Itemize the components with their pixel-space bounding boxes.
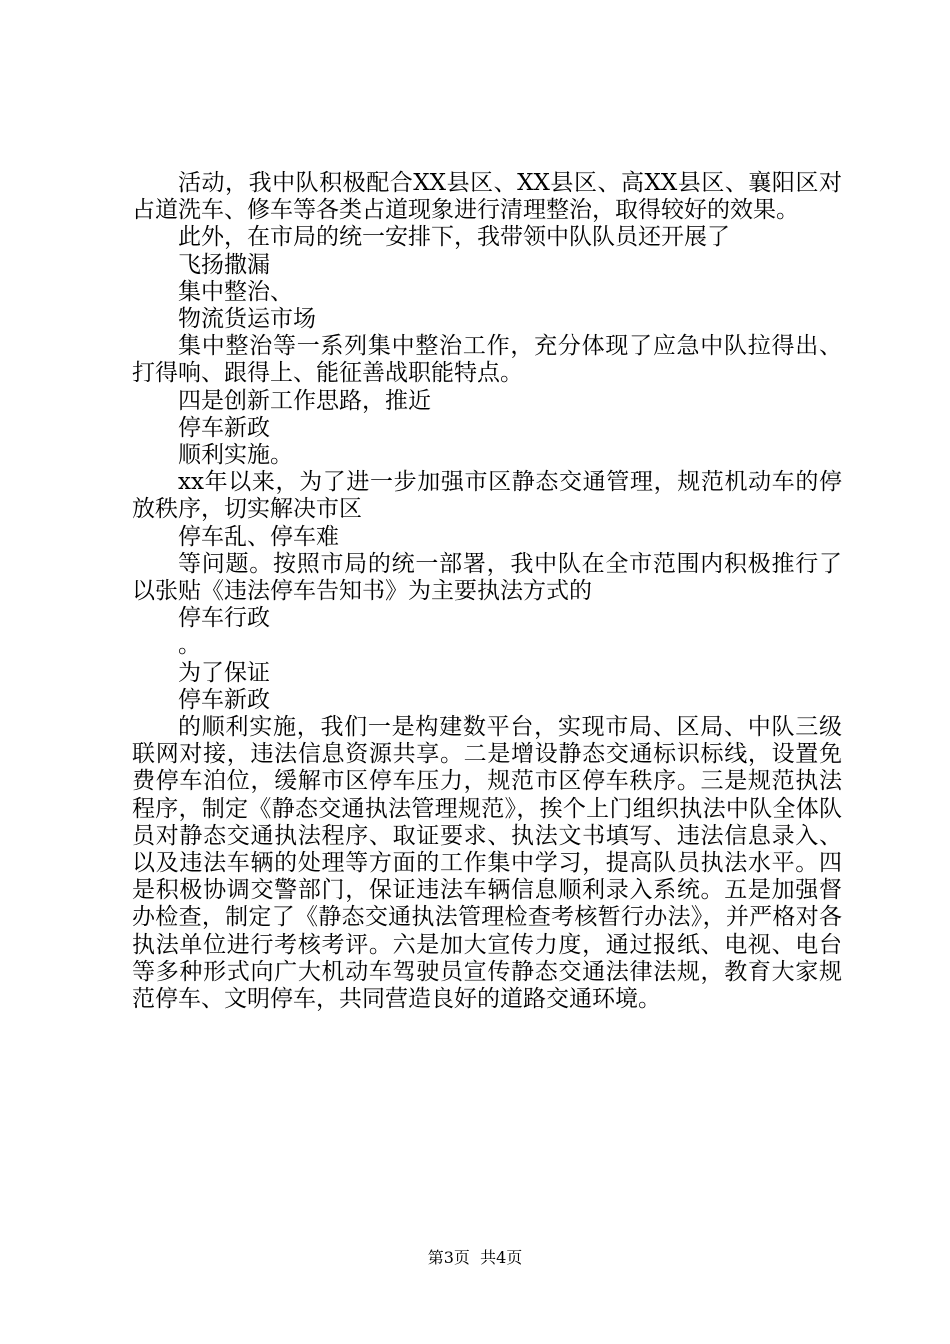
paragraph: 物流货运市场 (178, 306, 316, 333)
document-body (132, 170, 842, 1013)
paragraph: 停车新政 (178, 686, 270, 713)
paragraph: 集中整治、 (178, 278, 293, 305)
paragraph: 停车新政 (178, 414, 270, 441)
paragraph: 此外，在市局的统一安排下，我带领中队队员还开展了 (178, 224, 730, 251)
paragraph: 等问题。按照市局的统一部署，我中队在全市范围内积极推行了以张贴《违法停车告知书》为主要执法方式的 (132, 550, 842, 605)
paragraph: 为了保证 (178, 659, 270, 686)
paragraph: 四是创新工作思路，推近 (178, 387, 431, 414)
paragraph: 停车行政 (178, 605, 270, 632)
page-footer (0, 1245, 950, 1268)
paragraph: 活动，我中队积极配合XX县区、XX县区、高XX县区、襄阳区对占道洗车、修车等各类占道现象进行清理整治，取得较好的效果。 (132, 170, 842, 224)
paragraph: 。 (178, 632, 201, 659)
paragraph: 飞扬撒漏 (178, 251, 270, 278)
paragraph: 顺利实施。 (178, 442, 293, 469)
paragraph: 停车乱、停车难 (178, 523, 339, 550)
paragraph: 的顺利实施，我们一是构建数平台，实现市局、区局、中队三级联网对接，违法信息资源共享。二是增设静态交通标识标线，设置免费停车泊位，缓解市区停车压力，规范市区停车秩序。三是规范执法程序，制定《静态交通执法管理规范》，挨个上门组织执法中队全体队员对静态交通执法程序、取证要求、执法文书填写、违法信息录入、以及违法车辆的处理等方面的工作集中学习，提高队员执法水平。四是积极协调交警部门，保证违法车辆信息顺利录入系统。五是加强督办检查，制定了《静态交通执法管理检查考核暂行办法》，并严格对各执法单位进行考核考评。六是加大宣传力度，通过报纸、电视、电台等多种形式向广大机动车驾驶员宣传静态交通法律法规，教育大家规范停车、文明停车，共同营造良好的道路交通环境。 (132, 714, 842, 1013)
paragraph: 集中整治等一系列集中整治工作，充分体现了应急中队拉得出、打得响、跟得上、能征善战职能特点。 (132, 333, 842, 387)
page-number: 第3页 共4页 (427, 1248, 523, 1267)
paragraph: xx年以来，为了进一步加强市区静态交通管理，规范机动车的停放秩序，切实解决市区 (132, 469, 842, 523)
